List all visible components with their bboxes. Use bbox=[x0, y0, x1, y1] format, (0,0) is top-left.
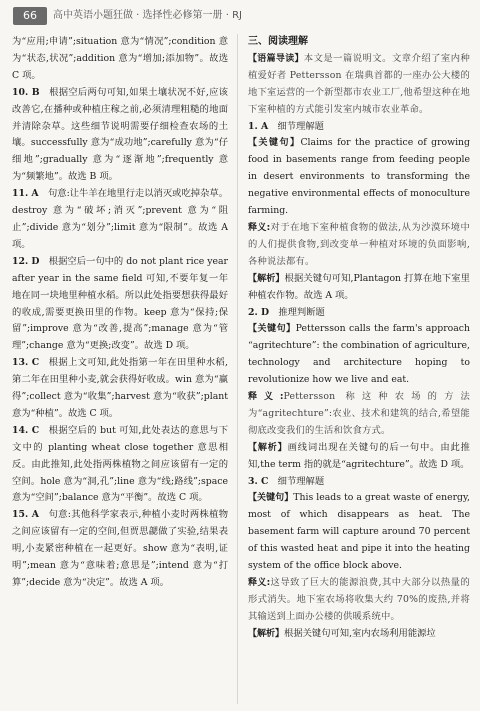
answer-explanation: 推理判断题 bbox=[278, 306, 325, 318]
answer-item bbox=[12, 507, 228, 592]
paragraph-tag: 【解析】 bbox=[248, 273, 285, 284]
right-column bbox=[248, 34, 470, 643]
answer-number: 14. C bbox=[12, 424, 49, 436]
tagged-paragraph bbox=[248, 575, 470, 626]
running-title: 高中英语小题狂做 · 选择性必修第一册 · RJ bbox=[53, 10, 242, 21]
paragraph-tag: 【解析】 bbox=[248, 628, 285, 639]
answer-explanation: 句意:让牛羊在地里行走以消灭或吃掉杂草。destroy 意为“破坏;消灭”;prevent 意为“阻止”;divide 意为“划分”;limit 意为“限制”。故选 A 项。 bbox=[12, 188, 228, 250]
paragraph-tag: 释义: bbox=[248, 578, 271, 588]
answer-number: 15. A bbox=[12, 509, 49, 521]
paragraph-text: Claims for the practice of growing food in basements range from feeding people in desert environments to transforming the negative environmental effects of monoculture farming. bbox=[248, 137, 470, 217]
tagged-paragraph bbox=[248, 490, 470, 575]
paragraph-text: Pettersson calls the farm's approach “agritechture”: the combination of agriculture, technology and architecture hoping to revolutionize how we live and eat. bbox=[248, 323, 470, 386]
paragraph-text: This leads to a great waste of energy, most of which disappears as heat. The basement farm will capture around 70 percent of this wasted heat and pipe it into the heating system of the office block above. bbox=[248, 492, 470, 572]
tagged-paragraph bbox=[248, 271, 470, 305]
left-column bbox=[12, 34, 228, 592]
paragraph-text: 根据关键句可知,Plantagon 打算在地下室里种植农作物。故选 A 项。 bbox=[248, 272, 470, 301]
answer-explanation: 细节理解题 bbox=[277, 475, 325, 487]
paragraph-text: 本文是一篇说明文。文章介绍了室内种植爱好者 Pettersson 在瑞典首都的一座办公大楼的地下室运营的一个新型都市农业工厂,他希望这种在地下室种植的方式能引发室内城市农业革命。 bbox=[248, 52, 470, 115]
section-heading bbox=[248, 34, 470, 51]
answer-item bbox=[248, 305, 470, 322]
paragraph-tag: 释义: bbox=[248, 392, 284, 403]
paragraph-text: 根据关键句可知,室内农场利用能源垃 bbox=[284, 627, 436, 639]
paragraph-tag: 【语篇导读】 bbox=[248, 53, 304, 64]
paragraph-tag: 释义: bbox=[248, 222, 271, 233]
answer-item bbox=[12, 423, 228, 508]
answer-item bbox=[12, 355, 228, 423]
answer-item bbox=[12, 186, 228, 254]
answer-number: 11. A bbox=[12, 188, 48, 200]
page-number: 66 bbox=[13, 7, 47, 25]
paragraph-tag: 【关键句】 bbox=[248, 138, 301, 149]
paragraph-text: 这导致了巨大的能源浪费,其中大部分以热量的形式消失。地下室农场将收集大约 70%的废热,并将其输送到上面办公楼的供暖系统中。 bbox=[248, 577, 470, 622]
answer-explanation: 根据空后的 but 可知,此处表达的意思与下文中的 planting wheat close together 意思相反。由此推知,此处指两株植物之间应该留有一定的空间。hole 意为“洞,孔”;line 意为“线;路线”;space 意为“空间”;balance 意为“平衡”。故选 C 项。 bbox=[12, 424, 228, 504]
column-divider bbox=[237, 34, 238, 704]
answer-number: 1. A bbox=[248, 120, 278, 132]
paragraph-tag: 【关键句】 bbox=[248, 493, 294, 504]
answer-item bbox=[12, 85, 228, 186]
continued-text: 为“应用;申请”;situation 意为“情况”;condition 意为“状态,状况”;addition 意为“增加;添加物”。故选 C 项。 bbox=[12, 36, 228, 81]
answer-number: 12. D bbox=[12, 255, 49, 267]
answer-explanation: 根据上文可知,此处指第一年在田里种水稻,第二年在田里种小麦,就会获得好收成。win 意为“赢得”;collect 意为“收集”;harvest 意为“收获”;plant 意为“种植”。故选 C 项。 bbox=[12, 357, 229, 419]
paragraph-text: 画线词出现在关键句的后一句中。由此推知,the term 指的就是“agritechture”。故选 D 项。 bbox=[248, 441, 470, 470]
paragraph-text: Pettersson 称这种农场的方法为“agritechture”:农业、技术和建筑的结合,希望能彻底改变我们的生活和饮食方式。 bbox=[248, 391, 470, 436]
tagged-paragraph bbox=[248, 51, 470, 119]
answer-item bbox=[248, 119, 470, 136]
paragraph-tag: 【解析】 bbox=[248, 442, 288, 453]
tagged-paragraph bbox=[248, 135, 470, 220]
tagged-paragraph bbox=[248, 321, 470, 389]
answer-explanation: 根据空后一句中的 do not plant rice year after year in the same field 可知,不要年复一年地在同一块地里种植水稻。所以此处指要想获得最好的收成,需要更换田里的作物。keep 意为“保持;保留”;improve 意为“改善,提高”;manage 意为“管理”;change 意为“更换;改变”。故选 D 项。 bbox=[12, 255, 228, 352]
answer-item bbox=[12, 254, 228, 355]
paragraph-text: 对于在地下室种植食物的做法,从为沙漠环境中的人们提供食物,到改变单一种植对环境的负面影响,各种说法都有。 bbox=[248, 221, 470, 267]
tagged-paragraph bbox=[248, 440, 470, 474]
tagged-paragraph bbox=[248, 220, 470, 271]
answer-number: 10. B bbox=[12, 86, 49, 98]
answer-item bbox=[248, 474, 470, 491]
paragraph-tag: 【关键句】 bbox=[248, 324, 296, 335]
answer-explanation: 根据空后两句可知,如果土壤状况不好,应该改善它,在播种或种植庄稼之前,必须清理粗糙的地面并清除杂草。这些细节说明需要仔细检查农场的土壤。successfully 意为“成功地”;carefully 意为“仔细地”;gradually 意为“逐渐地”;frequently 意为“频繁地”。故选 B 项。 bbox=[12, 86, 228, 183]
answer-number: 2. D bbox=[248, 306, 279, 318]
answer-number: 3. C bbox=[248, 475, 278, 487]
tagged-paragraph bbox=[248, 626, 470, 643]
section-title: 三、阅读理解 bbox=[248, 36, 308, 47]
page-header bbox=[0, 0, 480, 30]
answer-number: 13. C bbox=[12, 357, 49, 369]
tagged-paragraph bbox=[248, 389, 470, 440]
answer-explanation: 细节理解题 bbox=[277, 120, 324, 132]
answer-explanation: 句意:其他科学家表示,种植小麦时两株植物之间应该留有一定的空间,但贾思勰做了实验,结果表明,小麦紧密种植在一起更好。show 意为“表明,证明”;mean 意为“意味着;意思是”;intend 意为“打算”;decide 意为“决定”。故选 A 项。 bbox=[12, 509, 229, 588]
